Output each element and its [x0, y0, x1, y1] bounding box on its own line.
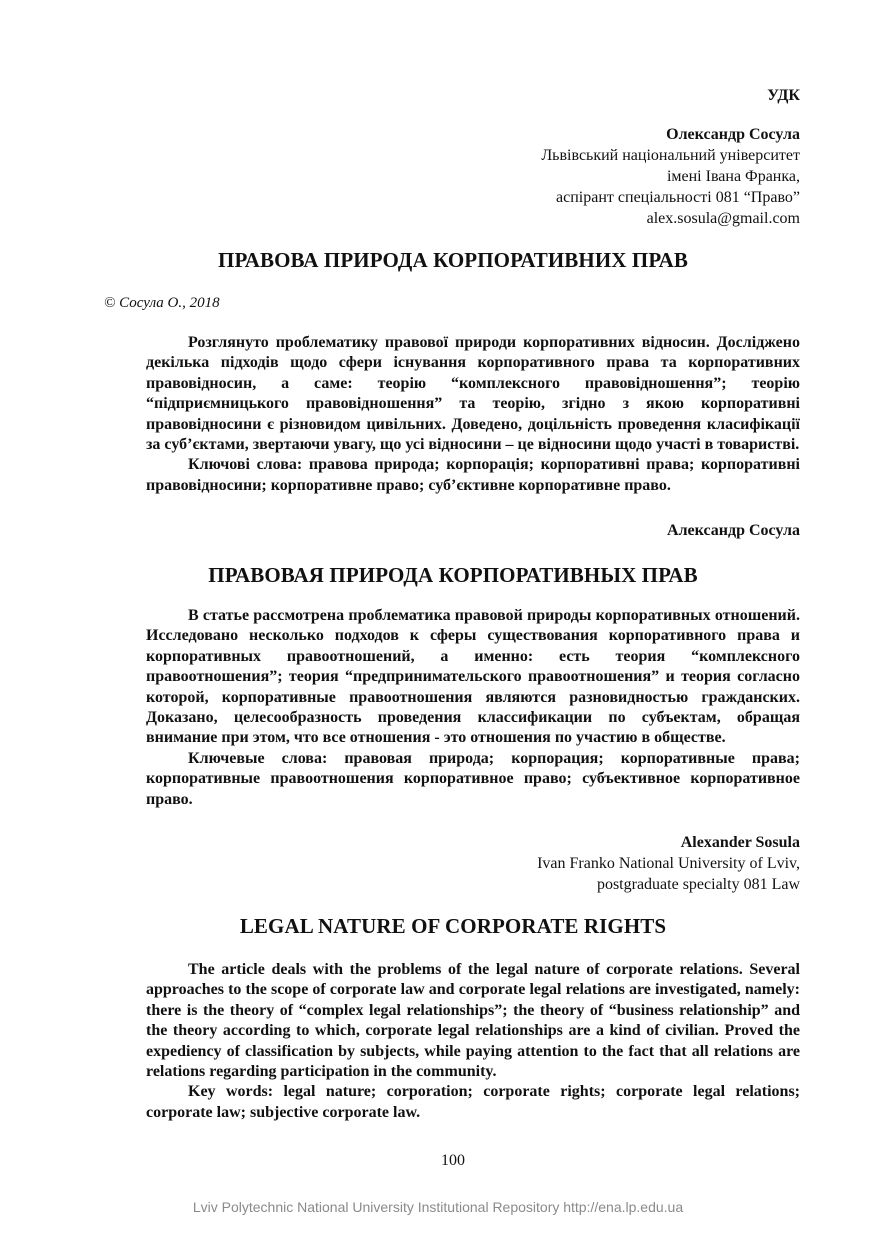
abstract-text-ru: В статье рассмотрена проблематика правовой природы корпоративных отношений. Исследовано несколько подходов к сферы существования корпоративного права и корпоративных правоотношений, а именно: есть теория “комплексного правоотношения”; теория “предпринимательского правоотношения” и теория согласно которой, корпоративные правоотношения являются разновидностью гражданских. Доказано, целесообразность проведения классификации по субъектам, обращая внимание при этом, что все отношения - это отношения по участию в обществе. — [146, 607, 800, 747]
udk-label: УДК — [767, 87, 800, 104]
title-ru: ПРАВОВАЯ ПРИРОДА КОРПОРАТИВНЫХ ПРАВ — [208, 563, 698, 587]
affiliation-line: аспірант спеціальності 081 “Право” — [556, 189, 800, 206]
keywords-ru: Ключевые слова: правовая природа; корпорация; корпоративные права; корпоративные правоотношения корпоративное право; субъективное корпоративное право. — [146, 749, 800, 808]
affiliation-line: postgraduate specialty 081 Law — [596, 876, 800, 893]
title-uk: ПРАВОВА ПРИРОДА КОРПОРАТИВНИХ ПРАВ — [218, 248, 688, 272]
abstract-text-uk: Розглянуто проблематику правової природи корпоративних відносин. Досліджено декілька підходів щодо сфери існування корпоративного права та корпоративних правовідносин, а саме: теорію “комплексного правовідношення”; теорію “підприємницького правовідношення” та теорію, згідно з якою корпоративні правовідносини є різновидом цивільних. Доведено, доцільність проведення класифікації за суб’єктами, звертаючи увагу, що усі відносини – це відносини щодо участі в товаристві. — [146, 334, 800, 454]
author-name-ru: Александр Сосула — [667, 522, 800, 539]
affiliation-line: Львівський національний університет — [541, 147, 800, 164]
author-block-en — [537, 832, 800, 895]
author-block-uk — [541, 124, 800, 229]
copyright-notice: © Сосула О., 2018 — [104, 295, 220, 311]
author-email: alex.sosula@gmail.com — [646, 210, 800, 227]
abstract-en — [146, 960, 800, 1123]
affiliation-line: імені Івана Франка, — [666, 168, 800, 185]
abstract-text-en: The article deals with the problems of the legal nature of corporate relations. Several approaches to the scope of corporate law and corporate legal relations are investigated, namely: there is the theory of “complex legal relationships”; the theory of “business relationship” and the theory according to which, corporate legal relationships are a kind of civilian. Proved the expediency of classification by subjects, while paying attention to the fact that all relations are relations regarding participation in the community. — [146, 961, 800, 1081]
keywords-en: Key words: legal nature; corporation; corporate rights; corporate legal relations; corporate law; subjective corporate law. — [146, 1083, 800, 1121]
abstract-ru — [146, 606, 800, 810]
keywords-uk: Ключові слова: правова природа; корпорація; корпоративні права; корпоративні правовідносини; корпоративне право; суб’єктивне корпоративне право. — [146, 456, 800, 494]
author-name-en: Alexander Sosula — [680, 834, 800, 851]
page-number: 100 — [441, 1152, 465, 1169]
author-name-uk: Олександр Сосула — [666, 126, 800, 143]
title-en: LEGAL NATURE OF CORPORATE RIGHTS — [239, 914, 667, 938]
repository-footer: Lviv Polytechnic National University Institutional Repository http://ena.lp.edu.ua — [192, 1199, 684, 1215]
abstract-uk — [146, 333, 800, 496]
affiliation-line: Ivan Franko National University of Lviv, — [537, 855, 800, 872]
